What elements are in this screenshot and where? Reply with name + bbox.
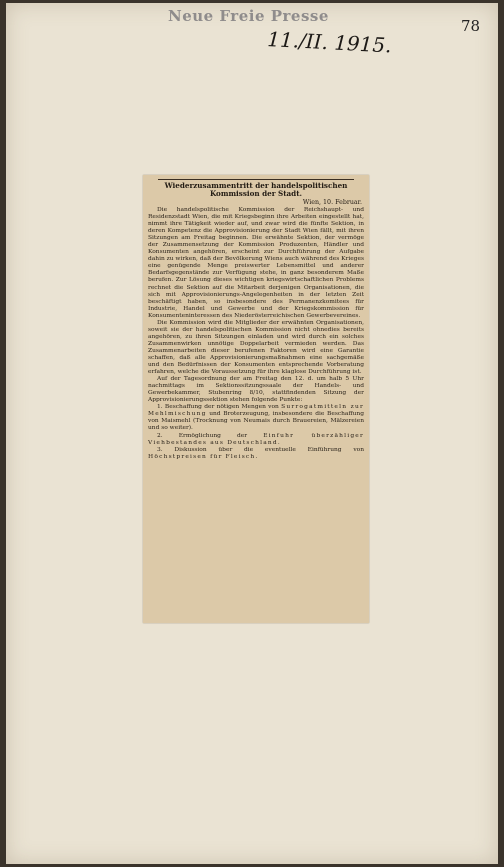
handwritten-date: 11./II. 1915. [266,27,393,58]
page-number: 78 [461,17,481,35]
agenda-item-2-emphasis: Einfuhr überzähliger Viehbestandes aus Deutschland. [148,432,364,446]
article-headline [150,182,362,198]
newspaper-clipping [143,175,369,623]
newspaper-name-stamp: Neue Freie Presse [168,7,329,25]
article-paragraph-1: Die handelspolitische Kommission der Reichshaupt- und Residenzstadt Wien, die mit Kriegsbeginn ihre Arbeiten eingestellt hat, nimmt ihre Tätigkeit wieder auf, und zwar wird die fünfte Sektion, in deren Kompetenz die Approvisionierung der Stadt Wien fällt, mit ihren Sitzungen am Freitag beginnen. Die erwähnte Sektion, der vermöge der Zusammensetzung der Kommission Produzenten, Händler und Konsumenten angehören, erscheint zur Durchführung der Aufgabe dahin zu wirken, daß der Bevölkerung Wiens auch während des Krieges eine genügende Menge preiswerter Lebensmittel und anderer Bedarfsgegenstände zur Verfügung stehe, in ganz besonderem Maße berufen. Zur Lösung dieses wichtigen kriegswirtschaftlichen Problems rechnet die Sektion auf die Mitarbeit derjenigen Organisationen, die sich mit Approvisionierungs-Angelegenheiten in der letzten Zeit beschäftigt haben, so insbesondere des Permanenzkomitees für Industrie, Handel und Gewerbe und der Kriegskommission für Konsumenteninteressen des Niederösterreichischen Gewerbevereines. [148,207,364,319]
agenda-item-2-text: 2. Ermöglichung der [157,432,264,439]
headline-line-2: Kommission der Stadt. [209,189,303,199]
agenda-item-1-text-a: 1. Beschaffung der nötigen Mengen von [157,404,282,411]
article-dateline: Wien, 10. Februar. [302,199,362,207]
headline-line-1: Wiederzusammentritt der handelspolitischen [164,181,348,190]
article-paragraph-3: Auf der Tagesordnung der am Freitag den 12. d. um halb 5 Uhr nachmittags im Sektionssitzungssaale der Handels- und Gewerbekammer, Stubenring 8/10, stattfindenden Sitzung der Approvisionierungssektion stehen folgende Punkte: [148,376,364,404]
top-rule [158,179,354,180]
article-paragraph-2: Die Kommission wird die Mitglieder der erwähnten Organisationen, soweit sie der handelspolitischen Kommission nicht ohnedies bereits angehören, zu ihren Sitzungen einladen und wird durch ein solches Zusammenwirken unnötige Doppelarbeit vermieden werden. Das Zusammenarbeiten dieser berufenen Faktoren wird eine Garantie schaffen, daß alle Approvisionierungsmaßnahmen eine sachgemäße und den Bedürfnissen der Konsumenten entsprechende Vorberatung erfahren, welche die Voraussetzung für ihre klaglose Durchführung ist. [148,319,364,376]
agenda-item-3-emphasis: Höchstpreisen für Fleisch. [148,453,259,460]
agenda-item-3 [148,447,364,461]
agenda-item-1-emphasis: Surrogatmitteln zur Mehlmischung [148,404,364,418]
agenda-item-2 [148,433,364,447]
agenda-item-3-text: 3. Diskussion über die eventuelle Einführung von [157,446,364,453]
agenda-item-1 [148,404,364,432]
agenda-item-1-text-b: und Broterzeugung, insbesondere die Beschaffung von Maismehl (Trocknung von Neumais durch Brauereien, Mälzereien und so weiter). [148,411,364,432]
archive-sheet [6,3,498,864]
